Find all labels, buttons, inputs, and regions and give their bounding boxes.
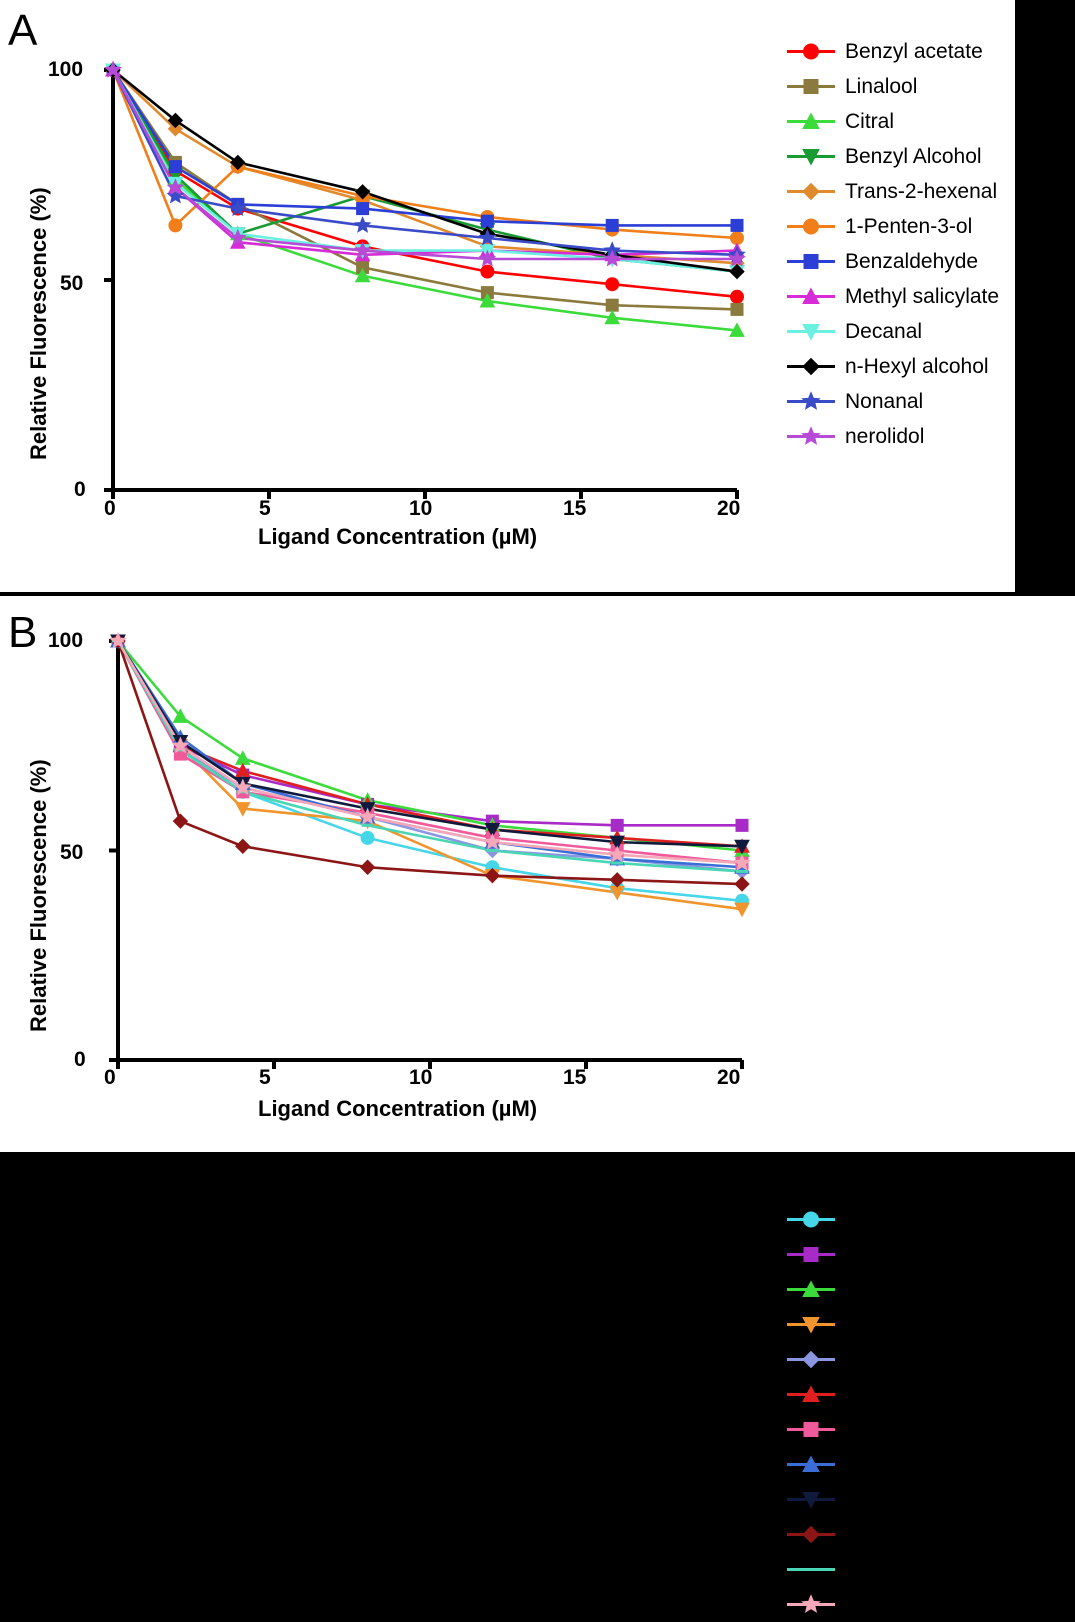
legend-item bbox=[783, 1517, 1075, 1552]
legend-label: Linalool bbox=[845, 74, 918, 98]
legend-marker-icon bbox=[783, 174, 845, 209]
panel-b-x-axis-title: Ligand Concentration (µM) bbox=[258, 1096, 538, 1121]
legend-label: L(-)-Carvone bbox=[845, 1207, 965, 1231]
legend-label: Cis-3-Hexenyl caproate bbox=[845, 1382, 1065, 1406]
legend-marker-icon bbox=[783, 1552, 845, 1587]
panel-a-xtick-15: 15 bbox=[563, 497, 587, 520]
legend-label: 4-allylanisole bbox=[845, 1312, 967, 1336]
legend-label: 1-Penten-3-ol bbox=[845, 214, 973, 238]
legend-marker-icon bbox=[783, 1517, 845, 1552]
panel-a-y-axis-title: Relative Fluorescence (%) bbox=[26, 187, 51, 460]
legend-marker-icon bbox=[783, 1412, 845, 1447]
legend-marker-icon bbox=[783, 419, 845, 454]
legend-label: Cis-3-Hexenyl acetate bbox=[845, 1417, 1052, 1441]
panel-a-letter: A bbox=[8, 6, 38, 55]
legend-item bbox=[783, 1552, 1075, 1587]
legend-item bbox=[783, 1342, 1075, 1377]
legend-label: Nonanal bbox=[845, 389, 924, 413]
legend-item bbox=[783, 1237, 1075, 1272]
panel-a-ytick-100: 100 bbox=[48, 58, 84, 81]
legend-marker-icon bbox=[783, 1307, 845, 1342]
legend-marker-icon bbox=[783, 1342, 845, 1377]
legend-label: Cinnamaldehyde bbox=[845, 1242, 1003, 1266]
legend-marker-icon bbox=[783, 209, 845, 244]
legend-marker-icon bbox=[783, 1447, 845, 1482]
legend-label: nerolidol bbox=[845, 424, 925, 448]
panel-a-xtick-0: 0 bbox=[104, 497, 116, 520]
legend-marker-icon bbox=[783, 279, 845, 314]
panel-b-letter: B bbox=[8, 608, 38, 657]
legend-label: Eucalyptol bbox=[845, 1347, 942, 1371]
legend-marker-icon bbox=[783, 1482, 845, 1517]
legend-label: Decanal bbox=[845, 319, 923, 343]
legend-label: Carvacrol bbox=[845, 1592, 935, 1616]
panel-a-xtick-5: 5 bbox=[259, 497, 271, 520]
legend-marker-icon bbox=[783, 384, 845, 419]
panel-b-xtick-0: 0 bbox=[104, 1066, 116, 1089]
legend-marker-icon bbox=[783, 104, 845, 139]
panel-b-xtick-10: 10 bbox=[409, 1066, 433, 1089]
panel-a-xtick-20: 20 bbox=[717, 497, 741, 520]
legend-label: Trans-2-hexenal bbox=[845, 179, 998, 203]
legend-item bbox=[783, 1482, 1075, 1517]
panel-b-ytick-0: 0 bbox=[74, 1048, 86, 1071]
panel-a-ytick-0: 0 bbox=[74, 478, 86, 501]
legend-marker-icon bbox=[783, 314, 845, 349]
legend-label: Benzaldehyde bbox=[845, 249, 979, 273]
legend-label: (S)-(+)-Carvone bbox=[845, 1522, 993, 1546]
legend-item bbox=[783, 1412, 1075, 1447]
legend-item bbox=[783, 1587, 1075, 1622]
legend-marker-icon bbox=[783, 139, 845, 174]
legend-marker-icon bbox=[783, 34, 845, 69]
legend-marker-icon bbox=[783, 1272, 845, 1307]
legend-item bbox=[783, 1447, 1075, 1482]
legend-item bbox=[783, 1307, 1075, 1342]
legend-marker-icon bbox=[783, 1237, 845, 1272]
panel-b-ytick-50: 50 bbox=[60, 841, 84, 864]
legend-label: n-Hexyl alcohol bbox=[845, 354, 989, 378]
legend-item bbox=[783, 1202, 1075, 1237]
panel-a bbox=[0, 0, 1015, 592]
panel-a-right-filler bbox=[1015, 0, 1075, 592]
legend-label: Benzyl Alcohol bbox=[845, 144, 982, 168]
legend-marker-icon bbox=[783, 1202, 845, 1237]
legend-label: Benzyl acetate bbox=[845, 39, 983, 63]
panel-b-legend bbox=[783, 1202, 1075, 1622]
legend-marker-icon bbox=[783, 69, 845, 104]
panel-b-plot bbox=[0, 596, 1075, 1152]
legend-label: Ocimene bbox=[845, 1487, 930, 1511]
legend-label: Methyl salicylate bbox=[845, 284, 1000, 308]
legend-label: Eugenol bbox=[845, 1557, 923, 1581]
legend-marker-icon bbox=[783, 1377, 845, 1412]
legend-marker-icon bbox=[783, 1587, 845, 1622]
legend-label: Geranyl acetate bbox=[845, 1452, 994, 1476]
legend-label: Cis-3-Hexenyl tyrate bbox=[845, 1277, 1036, 1301]
legend-marker-icon bbox=[783, 244, 845, 279]
legend-item bbox=[783, 1272, 1075, 1307]
panel-b-ytick-100: 100 bbox=[48, 629, 84, 652]
panel-b-xtick-5: 5 bbox=[259, 1066, 271, 1089]
panel-b bbox=[0, 596, 1075, 1616]
panel-a-x-axis-title: Ligand Concentration (µM) bbox=[258, 524, 538, 549]
panel-a-ytick-50: 50 bbox=[60, 272, 84, 295]
panel-b-xtick-20: 20 bbox=[717, 1066, 741, 1089]
legend-item bbox=[783, 1377, 1075, 1412]
panel-b-xtick-15: 15 bbox=[563, 1066, 587, 1089]
panel-a-xtick-10: 10 bbox=[409, 497, 433, 520]
legend-label: Citral bbox=[845, 109, 895, 133]
legend-marker-icon bbox=[783, 349, 845, 384]
panel-b-y-axis-title: Relative Fluorescence (%) bbox=[26, 759, 51, 1032]
